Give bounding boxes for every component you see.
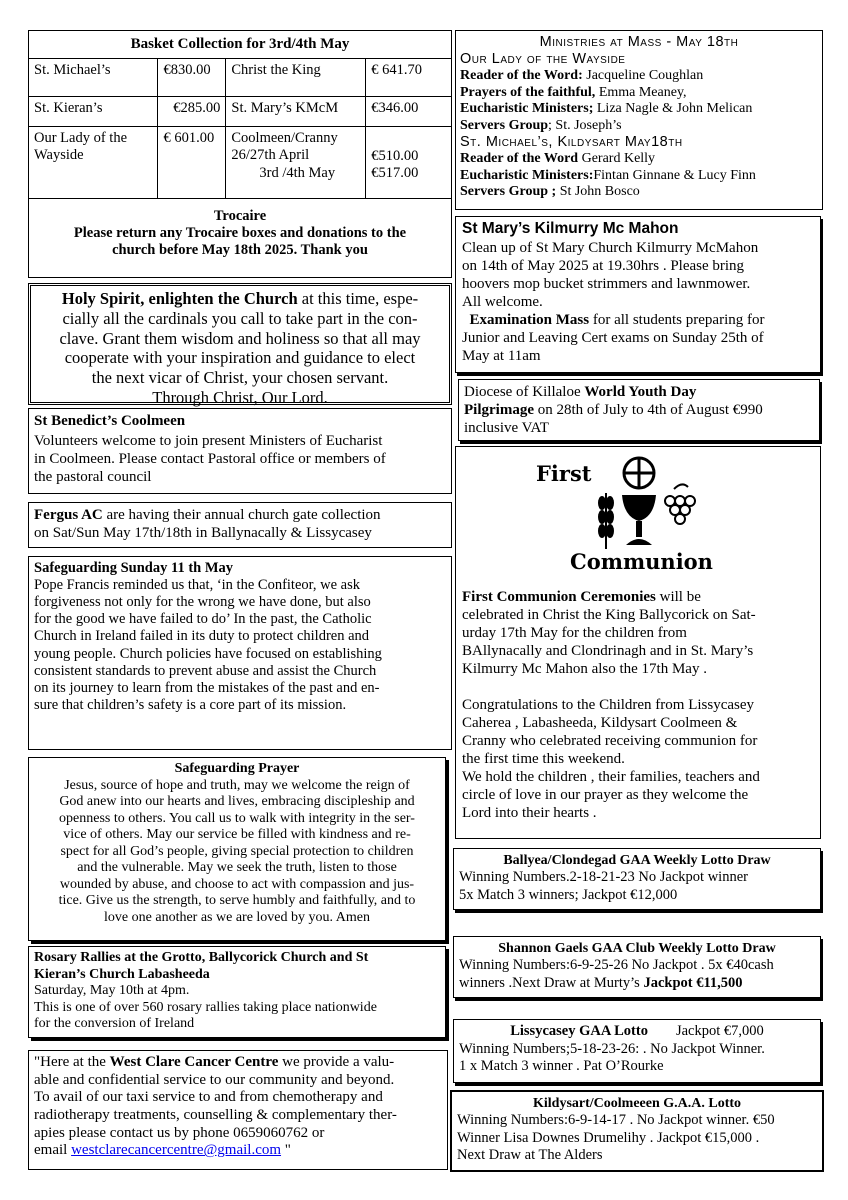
text-line: on its journey to learn from the mistakes of the past and en- [34,679,380,696]
text-line [460,184,818,201]
exam-mass-label: Examination Mass [462,311,590,328]
jackpot-amount: Jackpot €7,000 [675,1023,764,1039]
parish-line: Coolmeen/Cranny [231,130,338,146]
text-line [460,151,818,168]
prayer-line: God anew into our hearts and lives, embracing discipleship and [59,794,415,810]
amount-cell: € 641.70 [366,59,452,97]
cancer-centre-box [28,1050,448,1170]
st-marys-box [455,216,821,373]
text-line [462,678,818,696]
text-line: on 14th of May 2025 at 19.30hrs . Please bring [462,257,745,274]
text-fragment: winners .Next Draw at Murty’s [459,974,644,991]
role-label: Reader of the Word: [460,68,583,84]
cancer-centre-name: West Clare Cancer Centre [109,1054,279,1070]
role-label: Servers Group ; [460,184,557,200]
text-line [460,85,818,102]
parish-cell: St. Mary’s KMcM [226,97,366,127]
text-line: Winning Numbers:6-9-14-17 . No Jackpot winner. €50 [457,1112,775,1129]
email-link[interactable]: westclarecancercentre@gmail.com [71,1142,282,1159]
shannon-lotto-box [453,936,821,998]
text-line [462,311,814,329]
text-line: All welcome. [462,293,543,310]
text-line: urday 17th May for the children from [462,625,687,641]
lissycasey-lotto-box [453,1019,821,1083]
amount-cell: €346.00 [366,97,452,127]
section-title: St Mary’s Kilmurry Mc Mahon [462,220,679,237]
text-line: consistent standards to prevent abuse and assist the Church [34,662,377,679]
text-line: May at 11am [462,347,541,364]
text-line: on Sat/Sun May 17th/18th in Ballynacally & Lissycasey [34,525,372,541]
first-communion-box [455,446,821,839]
role-value: Emma Meaney, [595,84,687,100]
safeguarding-sunday-box [28,556,452,750]
parish-cell [226,127,366,199]
text-fragment: will be [655,589,701,605]
prayer-line: tice. Give us the strength, to serve humbly and faithfully, and to [58,893,416,909]
rosary-rallies-box [28,946,446,1038]
text-line: hoovers mop bucket strimmers and lawnmower. [462,275,751,292]
parish-line: Our Lady of the [34,130,128,146]
table-row [29,97,452,127]
prayer-lead: Holy Spirit, enlighten the Church [61,289,298,308]
section-title: St Benedict’s Coolmeen [34,413,186,429]
kildysart-lotto-box [450,1090,824,1172]
role-value: Fintan Ginnane & Lucy Finn [593,167,756,183]
logo-communion-text: Communion [570,549,713,574]
ballyea-lotto-box [453,848,821,910]
text-line [464,401,814,419]
section-title: Safeguarding Sunday 11 th May [34,560,234,576]
section-title: Kieran’s Church Labasheeda [34,966,210,982]
prayer-line: spect for all God’s people, giving special protection to children [60,843,414,859]
text-fragment: for all students preparing for [589,311,765,328]
trocaire-line: Please return any Trocaire boxes and donations to the [73,225,407,242]
text-fragment: Diocese of Killaloe [464,384,585,400]
parish-cell: St. Michael’s [29,59,158,97]
section-title: Rosary Rallies at the Grotto, Ballycorick Church and St [34,950,369,965]
prayer-line: and the vulnerable. May we seek the truth, listen to those [77,860,397,876]
parish-line: 3rd /4th May [259,164,336,181]
text-line: for the conversion of Ireland [34,1016,195,1032]
role-value: St John Bosco [556,184,640,200]
prayer-line: vice of others. May our service be filled with kindness and re- [63,827,411,843]
section-title: Shannon Gaels GAA Club Weekly Lotto Draw [498,941,776,956]
text-line [460,118,818,135]
text-line: radiotherapy treatments, counselling & complementary ther- [34,1107,397,1124]
text-line: circle of love in our prayer as they welcome the [462,787,749,803]
email-label: email [34,1142,72,1159]
trocaire-line: church before May 18th 2025. Thank you [112,242,368,259]
role-value: Gerard Kelly [578,151,656,167]
text-line [34,1142,442,1160]
text-line: This is one of over 560 rosary rallies taking place nationwide [34,999,377,1015]
text-line [459,975,815,993]
st-benedict-box [28,408,452,494]
ceremonies-label: First Communion Ceremonies [462,589,656,605]
role-value: Liza Nagle & John Melican [593,101,753,117]
section-title: Safeguarding Prayer [174,761,300,776]
section-title: Ballyea/Clondegad GAA Weekly Lotto Draw [503,853,771,868]
text-line: the first time this weekend. [462,751,625,767]
table-row [29,127,452,199]
table-row [29,59,452,97]
text-line: sure that children’s safety is a core part of its mission. [34,696,347,713]
safeguarding-prayer-box [28,757,446,941]
church-heading: St. Michael’s, Kildysart May18th [460,134,683,151]
fergus-text: are having their annual church gate collection [102,507,381,523]
section-title: Lissycasey GAA Lotto [510,1023,648,1039]
prayer-line: cially all the cardinals you call to take part in the con- [62,308,418,328]
amount-cell: € 601.00 [158,127,226,199]
text-line: Cranny who celebrated receiving communion for [462,733,758,749]
parish-line: 26/27th April [231,147,310,164]
text-line: Pope Francis reminded us that, ‘in the Confiteor, we ask [34,577,361,594]
text-line: young people. Church policies have focused on establishing [34,645,382,662]
trocaire-title: Trocaire [213,208,267,224]
text-line: forgiveness not only for the wrong we have done, but also [34,594,371,611]
jackpot-amount: Jackpot €11,500 [643,974,743,991]
church-heading: Our Lady of the Wayside [460,51,626,68]
section-title: Kildysart/Coolmeeen G.A.A. Lotto [532,1096,742,1111]
text-line: Saturday, May 10th at 4pm. [34,983,190,999]
prayer-line: the next vicar of Christ, your chosen servant. [91,368,389,388]
first-communion-logo [536,453,736,583]
prayer-line: Jesus, source of hope and truth, may we welcome the reign of [64,777,410,793]
fergus-ac-box [28,502,452,548]
text-line: Winning Numbers.2-18-21-23 No Jackpot winner [459,869,748,886]
wyd-title: Pilgrimage [464,402,534,418]
prayer-line: love one another as we are loved by you. Amen [104,909,370,925]
text-line: in Coolmeen. Please contact Pastoral office or members of [34,451,386,467]
text-line: for the good we have failed to do’ In the past, the Catholic [34,611,372,628]
amount-cell: €285.00 [158,97,226,127]
section-title-line [459,1023,815,1041]
chalice-host-grapes-icon [584,453,704,553]
role-value: Jacqueline Coughlan [582,68,704,84]
amount-cell: €830.00 [158,59,226,97]
fergus-lead: Fergus AC [34,507,103,523]
text-line: BAllynacally and Clondrinagh and in St. Mary’s [462,643,754,659]
text-line: Next Draw at The Alders [457,1147,603,1164]
prayer-line [35,289,445,309]
ministries-box [455,30,823,210]
text-line: Caherea , Labasheeda, Kildysart Coolmeen & [462,715,738,731]
section-title: Ministries at Mass - May 18th [539,34,739,50]
role-label: Reader of the Word [460,151,579,167]
text-fragment: we provide a valu- [278,1054,395,1070]
text-line [34,1054,442,1072]
amount-cell [366,127,452,199]
holy-spirit-prayer-box [28,283,452,405]
parish-cell [29,127,158,199]
text-line: the pastoral council [34,469,152,485]
first-communion-text [462,588,818,822]
parish-cell: St. Kieran’s [29,97,158,127]
text-fragment: "Here at the [34,1054,110,1070]
wyd-title: World Youth Day [584,384,697,400]
parish-cell: Christ the King [226,59,366,97]
text-line: Kilmurry Mc Mahon also the 17th May . [462,661,707,677]
parish-line: Wayside [34,147,84,164]
text-line: Clean up of St Mary Church Kilmurry McMahon [462,239,759,256]
prayer-line: cooperate with your inspiration and guidance to elect [64,348,416,368]
role-label: Servers Group [460,117,549,133]
text-line: Congratulations to the Children from Lissycasey [462,697,755,713]
prayer-line: wounded by abuse, and choose to act with compassion and jus- [59,876,415,892]
role-label: Eucharistic Ministers; [460,101,594,117]
text-line [460,68,818,85]
trocaire-section [28,208,452,259]
wyd-box [458,379,820,441]
text-fragment: on 28th of July to 4th of August €990 [533,402,763,418]
prayer-line: openness to others. You call us to walk with integrity in the ser- [59,810,415,826]
text-line: inclusive VAT [464,420,549,436]
role-label: Eucharistic Ministers: [460,167,594,183]
text-line: Junior and Leaving Cert exams on Sunday 25th of [462,329,764,346]
text-line: able and confidential service to our community and beyond. [34,1071,395,1088]
role-value: ; St. Joseph’s [548,117,622,133]
text-line: 5x Match 3 winners; Jackpot €12,000 [459,886,678,903]
text-line [34,506,446,524]
text-line: To avail of our taxi service to and from chemotherapy and [34,1089,383,1106]
role-label: Prayers of the faithful, [460,84,596,100]
text-line [462,588,818,606]
text-line: Lord into their hearts . [462,805,597,821]
amount-line: €510.00 [371,148,419,164]
text-line: Winning Numbers:6-9-25-26 No Jackpot . 5x €40cash [459,957,774,974]
logo-first-text: First [536,461,592,486]
text-line: celebrated in Christ the King Ballycorick on Sat- [462,607,756,623]
text-line: Volunteers welcome to join present Ministers of Eucharist [34,433,383,449]
text-fragment: " [281,1142,291,1159]
text-line: 1 x Match 3 winner . Pat O’Rourke [459,1058,664,1075]
prayer-line: Through Christ, Our Lord. [152,387,328,407]
text-line [460,101,818,118]
text-line: Church in Ireland failed in its duty to protect children and [34,628,370,645]
prayer-text: at this time, espe- [297,289,419,308]
amount-line: €517.00 [371,165,419,182]
text-line [464,383,814,401]
text-line: We hold the children , their families, teachers and [462,769,760,785]
text-line [460,168,818,185]
text-line: apies please contact us by phone 0659060762 or [34,1124,325,1141]
basket-table [28,58,452,199]
prayer-line: clave. Grant them wisdom and holiness so that all may [59,328,421,348]
text-line: Winning Numbers;5-18-23-26: . No Jackpot Winner. [459,1040,765,1057]
basket-title: Basket Collection for 3rd/4th May [130,36,350,52]
text-line: Winner Lisa Downes Drumelihy . Jackpot €15,000 . [457,1129,760,1146]
